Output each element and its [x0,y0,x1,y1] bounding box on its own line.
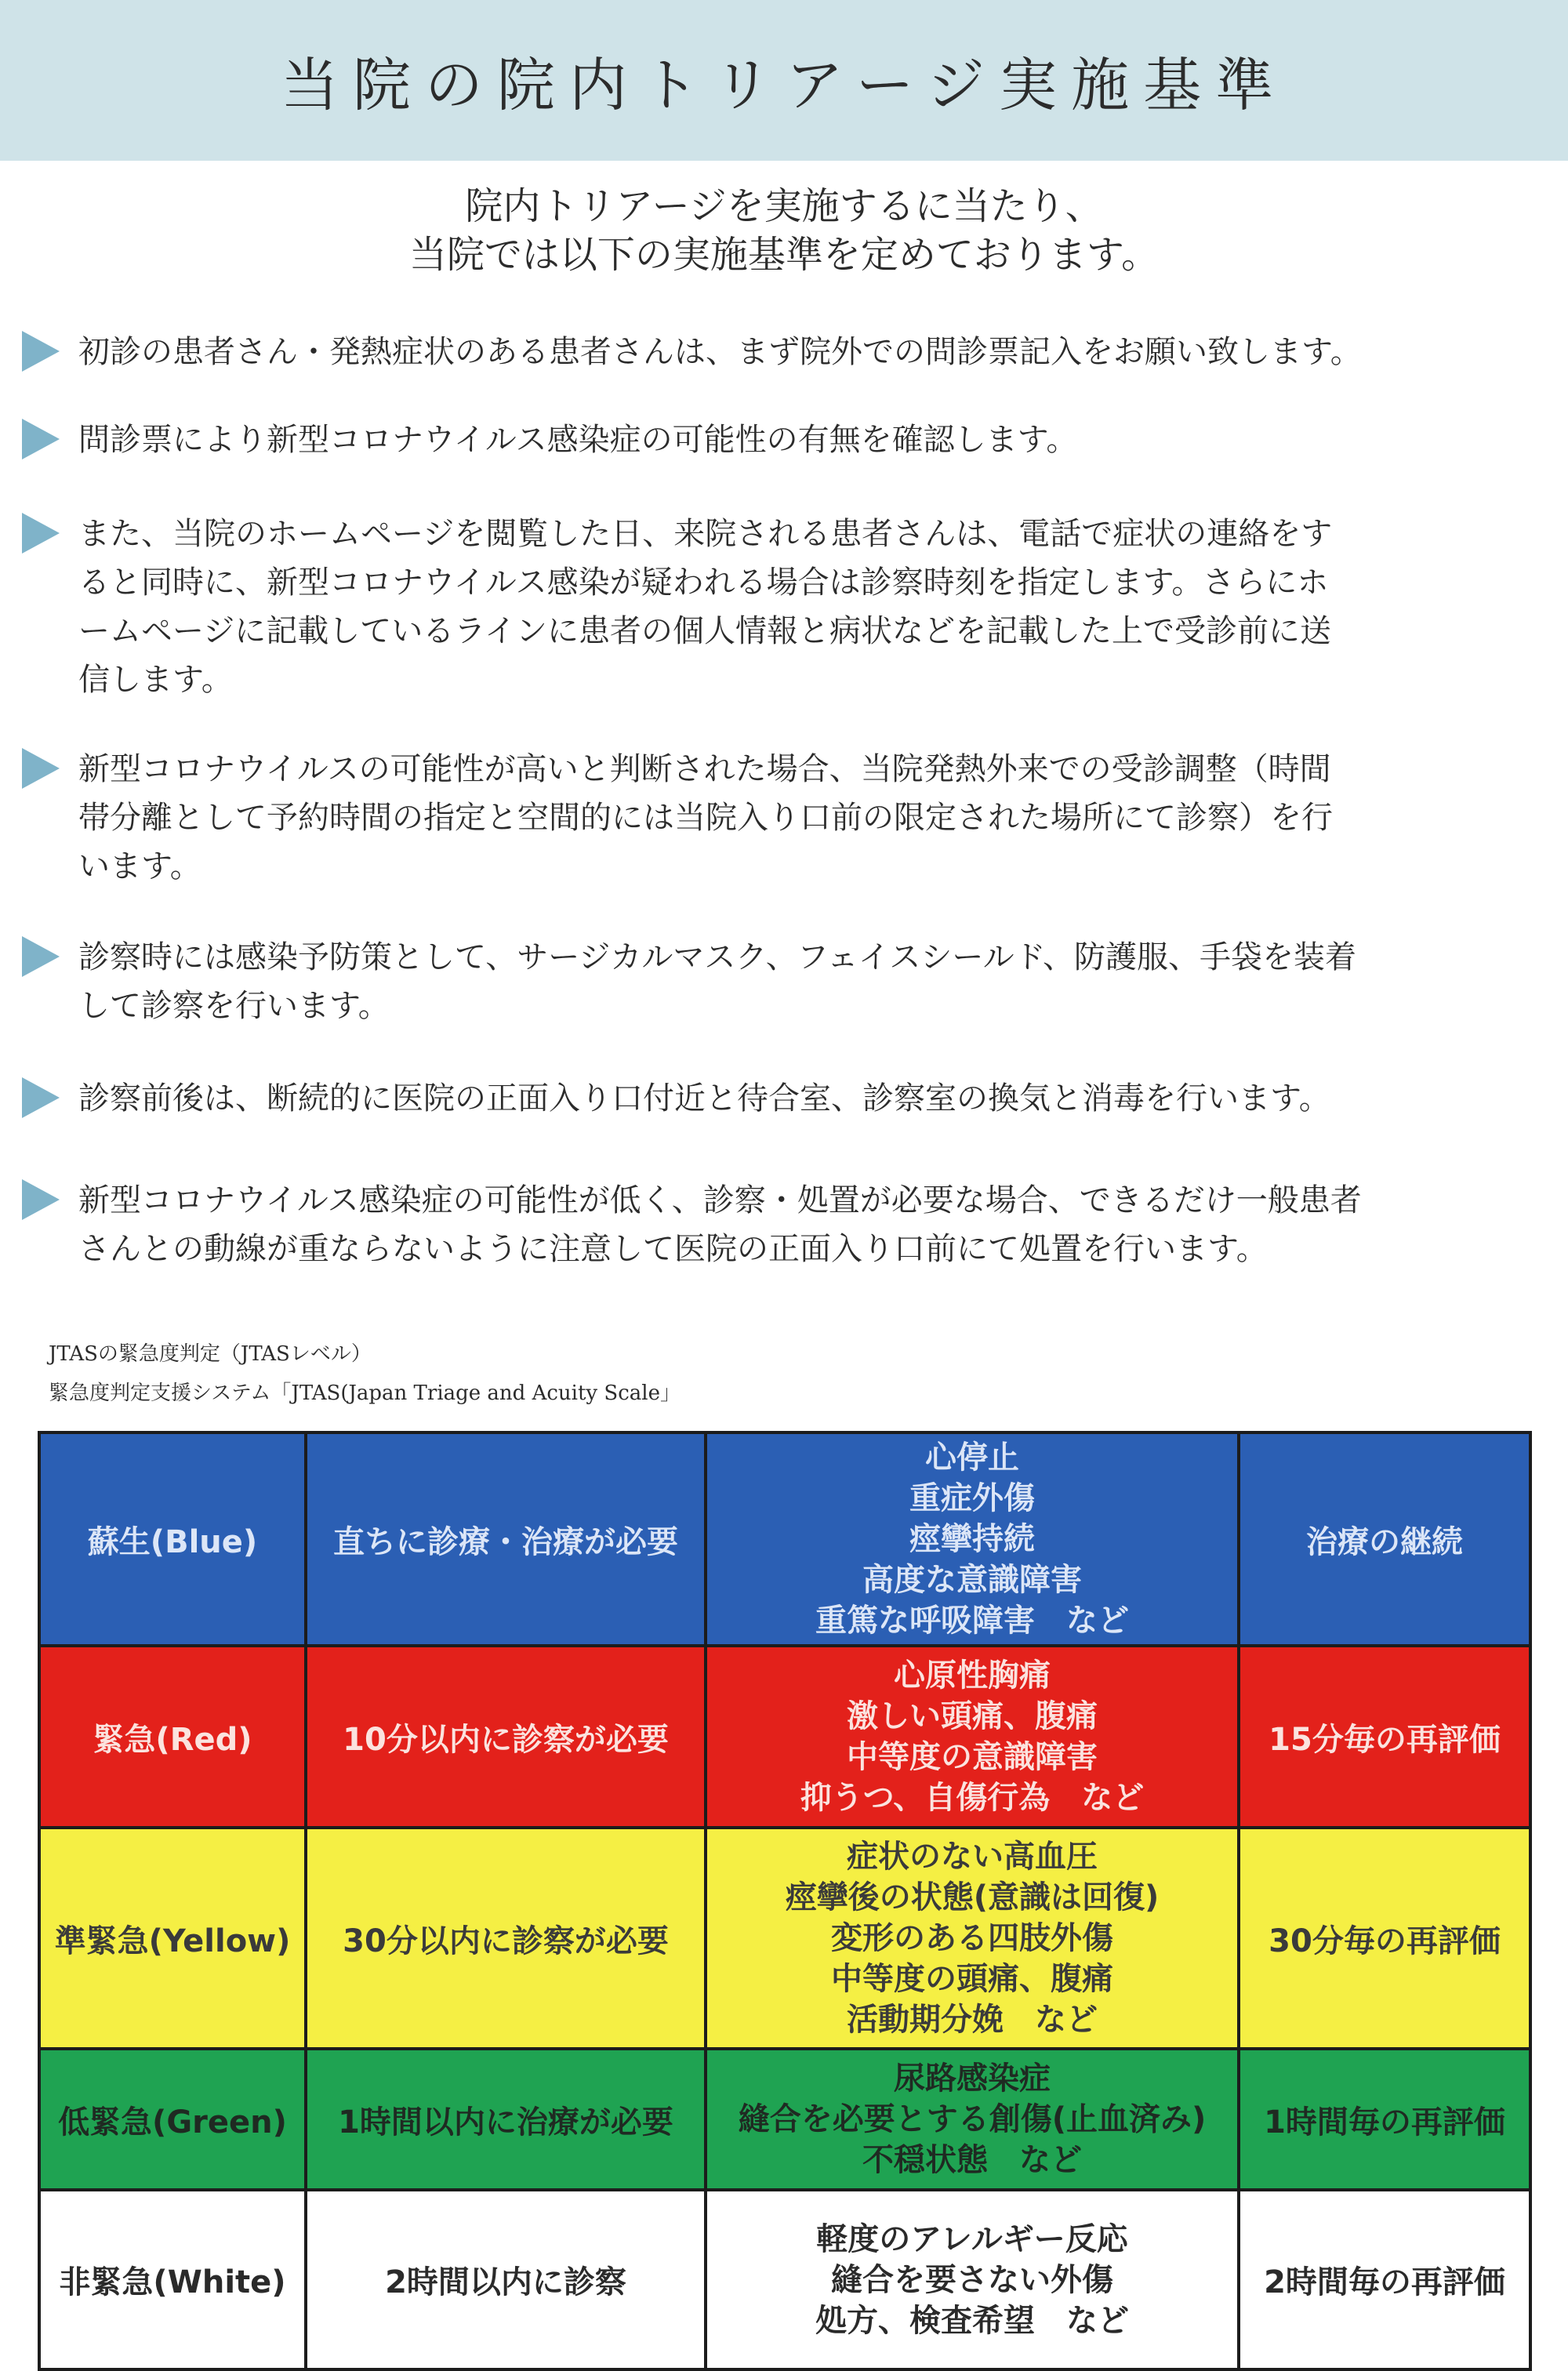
jtas-time-cell: 30分以内に診察が必要 [306,1828,706,2049]
jtas-row [39,2190,1530,2369]
criteria-text-line: 初診の患者さん・発熱症状のある患者さんは、まず院外での問診票記入をお願い致します。 [78,334,1362,370]
criteria-text [78,1176,1505,1273]
jtas-symptoms-cell [706,2049,1239,2190]
jtas-symptom-line: 縫合を要さない外傷 [831,2261,1113,2298]
criteria-text-line: 診察前後は、断続的に医院の正面入り口付近と待合室、診察室の換気と消毒を行います。 [78,1080,1330,1117]
jtas-symptom-line: 心停止 [925,1440,1019,1476]
jtas-symptom-line: 活動期分娩 など [847,2002,1098,2038]
triangle-bullet-icon [22,513,60,554]
jtas-row [39,2049,1530,2190]
jtas-row [39,1646,1530,1828]
triangle-bullet-icon [22,1179,60,1220]
jtas-symptom-line: 痙攣持続 [909,1521,1035,1557]
jtas-time-cell: 1時間以内に治療が必要 [306,2049,706,2190]
criteria-text-line: して診察を行います。 [78,988,390,1024]
jtas-time-cell: 10分以内に診察が必要 [306,1646,706,1828]
criteria-text-line: また、当院のホームページを閲覧した日、来院される患者さんは、電話で症状の連絡をす [78,516,1333,552]
jtas-reevaluation-cell: 1時間毎の再評価 [1239,2049,1530,2190]
criteria-text-line: 問診票により新型コロナウイルス感染症の可能性の有無を確認します。 [78,422,1078,458]
jtas-symptoms-cell [706,1646,1239,1828]
jtas-note-line: JTASの緊急度判定（JTASレベル） [49,1342,372,1366]
jtas-symptom-line: 重症外傷 [909,1480,1035,1516]
jtas-symptom-line: 中等度の意識障害 [847,1739,1098,1775]
intro-text [0,182,1568,279]
criteria-text [78,933,1505,1030]
criteria-text [78,328,1505,376]
jtas-symptom-line: 症状のない高血圧 [847,1839,1098,1875]
jtas-symptom-line: 重篤な呼吸障害 など [815,1603,1129,1639]
jtas-level-cell: 蘇生(Blue) [39,1432,306,1646]
triangle-bullet-icon [22,331,60,372]
criteria-text-line: ームページに記載しているラインに患者の個人情報と病状などを記載した上で受診前に送 [78,613,1331,649]
criteria-text-line: さんとの動線が重ならないように注意して医院の正面入り口前にて処置を行います。 [78,1231,1268,1267]
jtas-reevaluation-cell: 30分毎の再評価 [1239,1828,1530,2049]
triangle-bullet-icon [22,419,60,459]
criteria-text [78,416,1505,464]
jtas-reevaluation-cell: 15分毎の再評価 [1239,1646,1530,1828]
jtas-level-cell: 緊急(Red) [39,1646,306,1828]
jtas-symptom-line: 心原性胸痛 [894,1658,1051,1694]
jtas-symptoms-cell [706,1828,1239,2049]
jtas-symptom-line: 変形のある四肢外傷 [831,1920,1113,1956]
jtas-time-cell: 2時間以内に診察 [306,2190,706,2369]
criteria-text [78,1074,1505,1123]
jtas-table [38,1431,1532,2371]
jtas-symptom-line: 中等度の頭痛、腹痛 [831,1961,1113,1997]
criteria-text-line: 帯分離として予約時間の指定と空間的には当院入り口前の限定された場所にて診察）を行 [78,800,1333,836]
jtas-symptom-line: 激しい頭痛、腹痛 [847,1698,1098,1734]
criteria-text [78,745,1505,891]
intro-line: 院内トリアージを実施するに当たり、 [465,184,1103,228]
page-title: 当院の院内トリアージ実施基準 [280,51,1288,119]
jtas-symptom-line: 痙攣後の状態(意識は回復) [785,1879,1160,1915]
page-header [0,0,1568,161]
triangle-bullet-icon [22,936,60,977]
criteria-text-line: 信します。 [78,662,233,698]
criteria-text-line: 新型コロナウイルス感染症の可能性が低く、診察・処置が必要な場合、できるだけ一般患者 [78,1182,1362,1218]
criteria-text [78,510,1505,704]
jtas-level-cell: 準緊急(Yellow) [39,1828,306,2049]
jtas-reevaluation-cell: 治療の継続 [1239,1432,1530,1646]
jtas-symptom-line: 縫合を必要とする創傷(止血済み) [738,2101,1207,2137]
triangle-bullet-icon [22,1077,60,1118]
criteria-text-line: 新型コロナウイルスの可能性が高いと判断された場合、当院発熱外来での受診調整（時間 [78,751,1331,787]
jtas-symptoms-cell [706,1432,1239,1646]
triangle-bullet-icon [22,748,60,789]
jtas-symptom-line: 抑うつ、自傷行為 など [800,1780,1145,1816]
criteria-text-line: 診察時には感染予防策として、サージカルマスク、フェイスシールド、防護服、手袋を装着 [78,939,1356,975]
jtas-time-cell: 直ちに診療・治療が必要 [306,1432,706,1646]
jtas-level-cell: 低緊急(Green) [39,2049,306,2190]
jtas-row [39,1432,1530,1646]
jtas-symptom-line: 高度な意識障害 [862,1562,1082,1598]
jtas-notes [49,1334,681,1413]
jtas-note-line: 緊急度判定支援システム「JTAS(Japan Triage and Acuity Scale」 [49,1382,681,1405]
jtas-level-cell: 非緊急(White) [39,2190,306,2369]
jtas-symptom-line: 処方、検査希望 など [815,2302,1129,2339]
jtas-symptom-line: 不穏状態 など [862,2142,1082,2178]
jtas-symptoms-cell [706,2190,1239,2369]
intro-line: 当院では以下の実施基準を定めております。 [408,233,1160,277]
criteria-text-line: います。 [78,848,201,884]
criteria-text-line: ると同時に、新型コロナウイルス感染が疑われる場合は診察時刻を指定します。さらにホ [78,565,1329,601]
jtas-symptom-line: 尿路感染症 [894,2061,1051,2097]
jtas-row [39,1828,1530,2049]
jtas-symptom-line: 軽度のアレルギー反応 [816,2220,1128,2257]
jtas-reevaluation-cell: 2時間毎の再評価 [1239,2190,1530,2369]
